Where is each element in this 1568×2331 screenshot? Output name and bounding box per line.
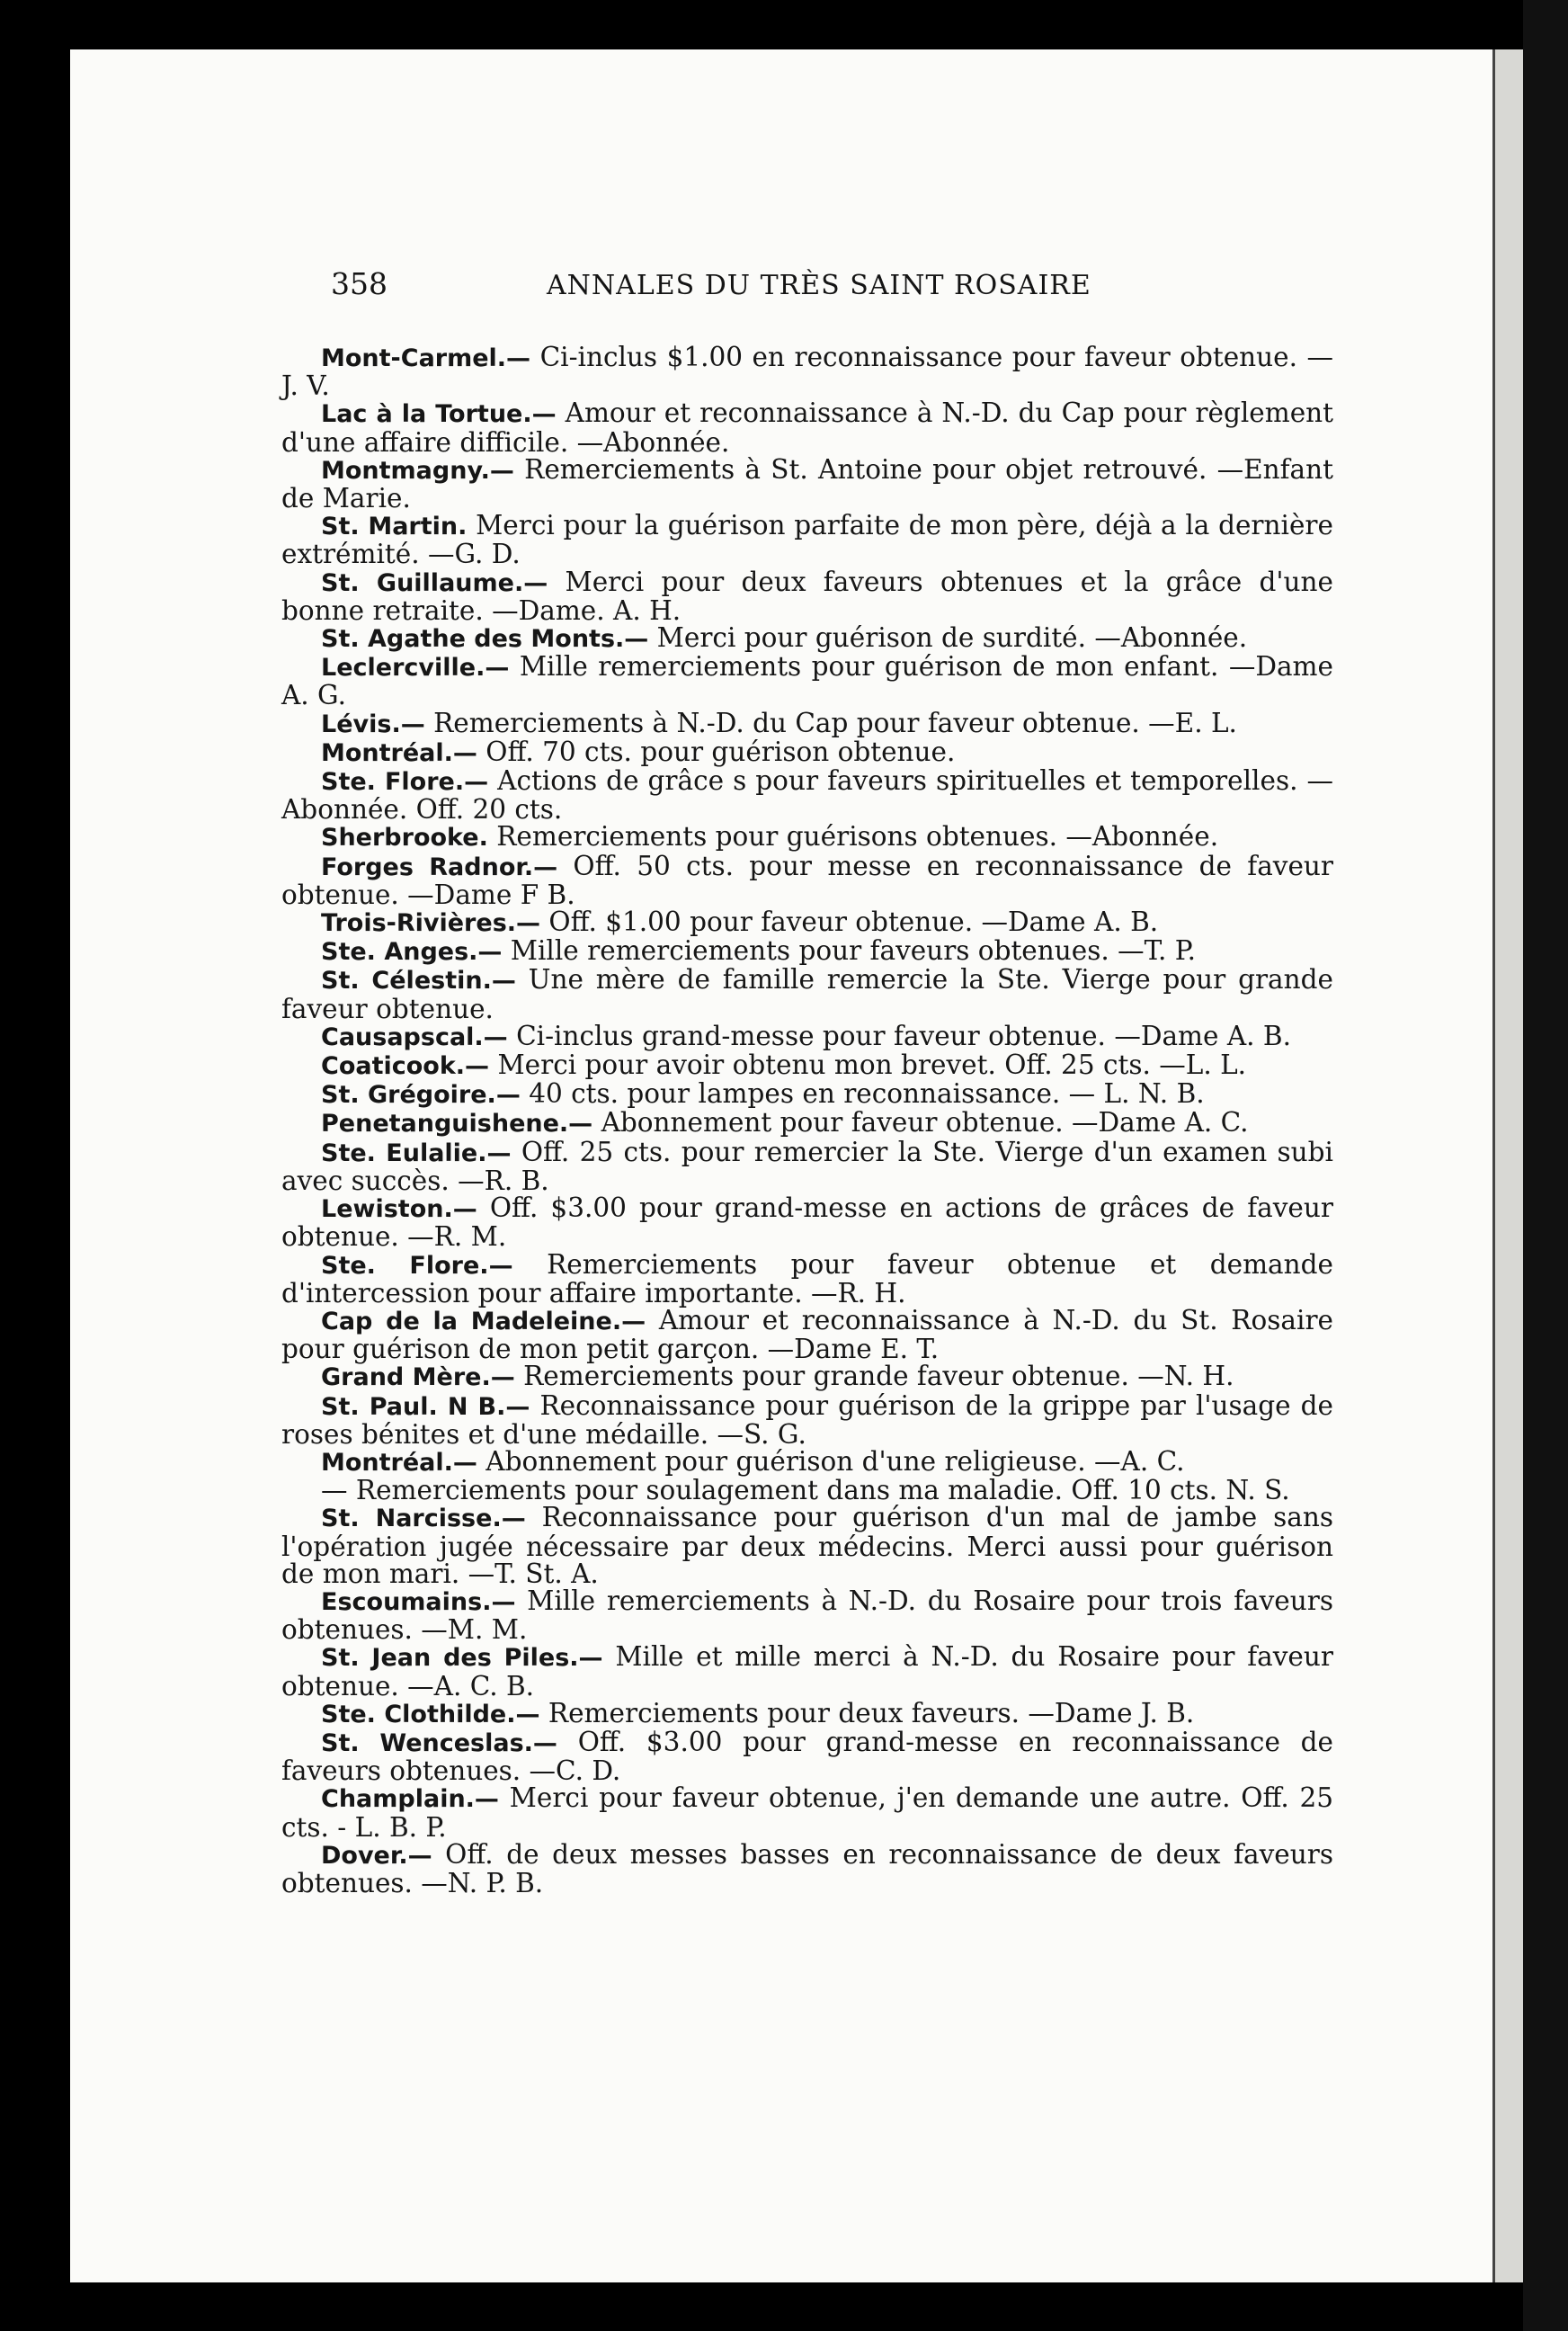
entry xyxy=(281,707,1333,738)
entry-text: Actions de grâce s pour faveurs spirituelles et temporelles. —Abonnée. Off. 20 cts. xyxy=(281,765,1333,826)
page-edge xyxy=(1492,49,1526,2282)
entry-place: Ste. Clothilde.— xyxy=(321,1700,540,1728)
entry-place: St. Guillaume.— xyxy=(321,568,548,597)
entry-text: Off. 25 cts. pour remercier la Ste. Vierge d'un examen subi avec succès. —R. B. xyxy=(281,1136,1333,1196)
entry-place: St. Martin. xyxy=(321,513,468,541)
entry xyxy=(281,937,1333,966)
entry xyxy=(281,1643,1333,1699)
entry xyxy=(281,1445,1333,1477)
scan-border xyxy=(1523,0,1568,2331)
entry-place: Mont-Carmel.— xyxy=(321,344,531,372)
entry-place: Champlain.— xyxy=(321,1785,499,1814)
entry xyxy=(281,1362,1333,1391)
entry xyxy=(281,1051,1333,1080)
entry-text: Merci pour faveur obtenue, j'en demande une autre. Off. 25 cts. - L. B. P. xyxy=(281,1782,1333,1843)
entry-place: Lac à la Tortue.— xyxy=(321,400,557,429)
running-header xyxy=(331,266,1122,301)
entry-text: Mille remerciements pour faveurs obtenues. —T. P. xyxy=(502,935,1196,967)
entry xyxy=(281,1782,1333,1843)
entry-place: Ste. Eulalie.— xyxy=(321,1139,512,1167)
entry-text: Remerciements pour faveur obtenue et demande d'intercession pour affaire importante. —R. H. xyxy=(281,1248,1333,1308)
running-title: ANNALES DU TRÈS SAINT ROSAIRE xyxy=(547,270,1091,301)
entry-text: Off. $1.00 pour faveur obtenue. —Dame A. B. xyxy=(540,906,1159,938)
entry-place: St. Célestin.— xyxy=(321,967,516,996)
entry-place: St. Wenceslas.— xyxy=(321,1728,557,1757)
entry xyxy=(281,1697,1333,1728)
entry xyxy=(281,1504,1333,1587)
entry xyxy=(281,1477,1333,1504)
entry-text: Ci-inclus $1.00 en reconnaissance pour faveur obtenue. —J. V. xyxy=(281,342,1333,402)
entry xyxy=(281,1020,1333,1051)
entry-text: Mille et mille merci à N.-D. du Rosaire pour faveur obtenue. —A. C. B. xyxy=(281,1641,1333,1701)
entry xyxy=(281,624,1333,653)
entry xyxy=(281,1585,1333,1646)
entry xyxy=(281,653,1333,709)
entry xyxy=(281,908,1333,937)
entry-text: Reconnaissance pour guérison d'un mal de jambe sans l'opération jugée nécessaire par deux médecins. Merci aussi pour guérison de mon mari. —T. St. A. xyxy=(281,1502,1333,1589)
entry-place: Cap de la Madeleine.— xyxy=(321,1307,646,1335)
entry xyxy=(281,1136,1333,1196)
entry-place: Lévis.— xyxy=(321,710,425,738)
entry-text: Remerciements pour grande faveur obtenue. —N. H. xyxy=(514,1361,1234,1392)
entry xyxy=(281,738,1333,767)
entry xyxy=(281,765,1333,826)
entry-text: Off. $3.00 pour grand-messe en actions de grâces de faveur obtenue. —R. M. xyxy=(281,1192,1333,1253)
entry-place: Grand Mère.— xyxy=(321,1363,515,1392)
entry xyxy=(281,823,1333,852)
entry-place: Escoumains.— xyxy=(321,1587,516,1616)
entry-text: Remerciements pour deux faveurs. —Dame J. B. xyxy=(539,1697,1195,1728)
entry-place: Coaticook.— xyxy=(321,1052,490,1081)
entry xyxy=(281,342,1333,402)
entry-text: Merci pour deux faveurs obtenues et la grâce d'une bonne retraite. —Dame. A. H. xyxy=(281,566,1333,626)
entry-place: St. Jean des Piles.— xyxy=(321,1644,603,1673)
entry xyxy=(281,850,1334,910)
entry xyxy=(281,568,1333,624)
entry-place: Penetanguishene.— xyxy=(321,1110,593,1139)
entry xyxy=(281,1192,1333,1253)
entry-text: Amour et reconnaissance à N.-D. du St. Rosaire pour guérison de mon petit garçon. —Dame E. T. xyxy=(281,1304,1333,1365)
entry-text: Abonnement pour guérison d'une religieuse. —A. C. xyxy=(477,1445,1185,1477)
entry xyxy=(281,1726,1333,1787)
entry-place: Montmagny.— xyxy=(321,456,514,485)
page-number: 358 xyxy=(331,266,388,301)
entry xyxy=(281,1248,1333,1308)
entry-place: St. Paul. N B.— xyxy=(321,1392,530,1421)
entry-text: Reconnaissance pour guérison de la grippe par l'usage de roses bénites et d'une médaille. —S. G. xyxy=(281,1389,1333,1450)
entry-text: Merci pour avoir obtenu mon brevet. Off. 25 cts. —L. L. xyxy=(489,1049,1247,1081)
entry-text: Mille remerciements pour guérison de mon enfant. —Dame A. G. xyxy=(281,651,1333,711)
entry-text: Off. 50 cts. pour messe en reconnaissance de faveur obtenue. —Dame F B. xyxy=(281,850,1334,910)
entry-place: Ste. Flore.— xyxy=(321,1251,513,1280)
entry xyxy=(281,1304,1333,1365)
entry-text: Remerciements à St. Antoine pour objet retrouvé. —Enfant de Marie. xyxy=(281,453,1333,514)
entry-text: — Remerciements pour soulagement dans ma maladie. Off. 10 cts. N. S. xyxy=(321,1475,1290,1506)
entry-place: St. Narcisse.— xyxy=(321,1505,526,1533)
entry-place: Montréal.— xyxy=(321,1448,477,1477)
entry-text: Off. $3.00 pour grand-messe en reconnaissance de faveurs obtenues. —C. D. xyxy=(281,1726,1333,1787)
entry xyxy=(281,453,1333,514)
entry-text: Abonnement pour faveur obtenue. —Dame A. C. xyxy=(592,1107,1249,1139)
entry-place: Sherbrooke. xyxy=(321,824,488,853)
entry-place: Causapscal.— xyxy=(321,1023,508,1051)
entry-place: Lewiston.— xyxy=(321,1195,477,1224)
entry-place: Forges Radnor.— xyxy=(321,853,558,881)
entry-text: Mille remerciements à N.-D. du Rosaire pour trois faveurs obtenues. —M. M. xyxy=(281,1585,1333,1646)
entry-place: Dover.— xyxy=(321,1841,432,1870)
entry-place: Montréal.— xyxy=(321,738,477,767)
entry-place: Leclercville.— xyxy=(321,654,510,683)
entry xyxy=(281,966,1333,1022)
entry-place: St. Grégoire.— xyxy=(321,1081,521,1110)
entries-list xyxy=(281,344,1333,1897)
entry xyxy=(281,510,1333,570)
entry-place: Trois-Rivières.— xyxy=(321,909,541,938)
entry xyxy=(281,1080,1333,1109)
entry-text: Remerciements pour guérisons obtenues. —Abonnée. xyxy=(487,821,1219,853)
entry-text: Ci-inclus grand-messe pour faveur obtenue. —Dame A. B. xyxy=(507,1020,1291,1051)
entry-place: St. Agathe des Monts.— xyxy=(321,625,649,654)
entry-text: Une mère de famille remercie la Ste. Vierge pour grande faveur obtenue. xyxy=(281,964,1333,1024)
entry-text: 40 cts. pour lampes en reconnaissance. — L. N. B. xyxy=(520,1078,1205,1110)
entry-text: Off. de deux messes basses en reconnaissance de deux faveurs obtenues. —N. P. B. xyxy=(281,1838,1333,1898)
entry-text: Remerciements à N.-D. du Cap pour faveur obtenue. —E. L. xyxy=(424,707,1237,738)
entry xyxy=(281,1389,1333,1450)
entry-place: Ste. Anges.— xyxy=(321,938,503,967)
entry xyxy=(281,1109,1333,1138)
entry xyxy=(281,1838,1333,1898)
entry-text: Merci pour la guérison parfaite de mon père, déjà a la dernière extrémité. —G. D. xyxy=(281,510,1333,570)
entry xyxy=(281,397,1334,458)
entry-text: Merci pour guérison de surdité. —Abonnée. xyxy=(648,622,1248,654)
entry-place: Ste. Flore.— xyxy=(321,768,489,797)
entry-text: Amour et reconnaissance à N.-D. du Cap pour règlement d'une affaire difficile. —Abonnée. xyxy=(281,397,1334,458)
entry-text: Off. 70 cts. pour guérison obtenue. xyxy=(477,736,956,767)
